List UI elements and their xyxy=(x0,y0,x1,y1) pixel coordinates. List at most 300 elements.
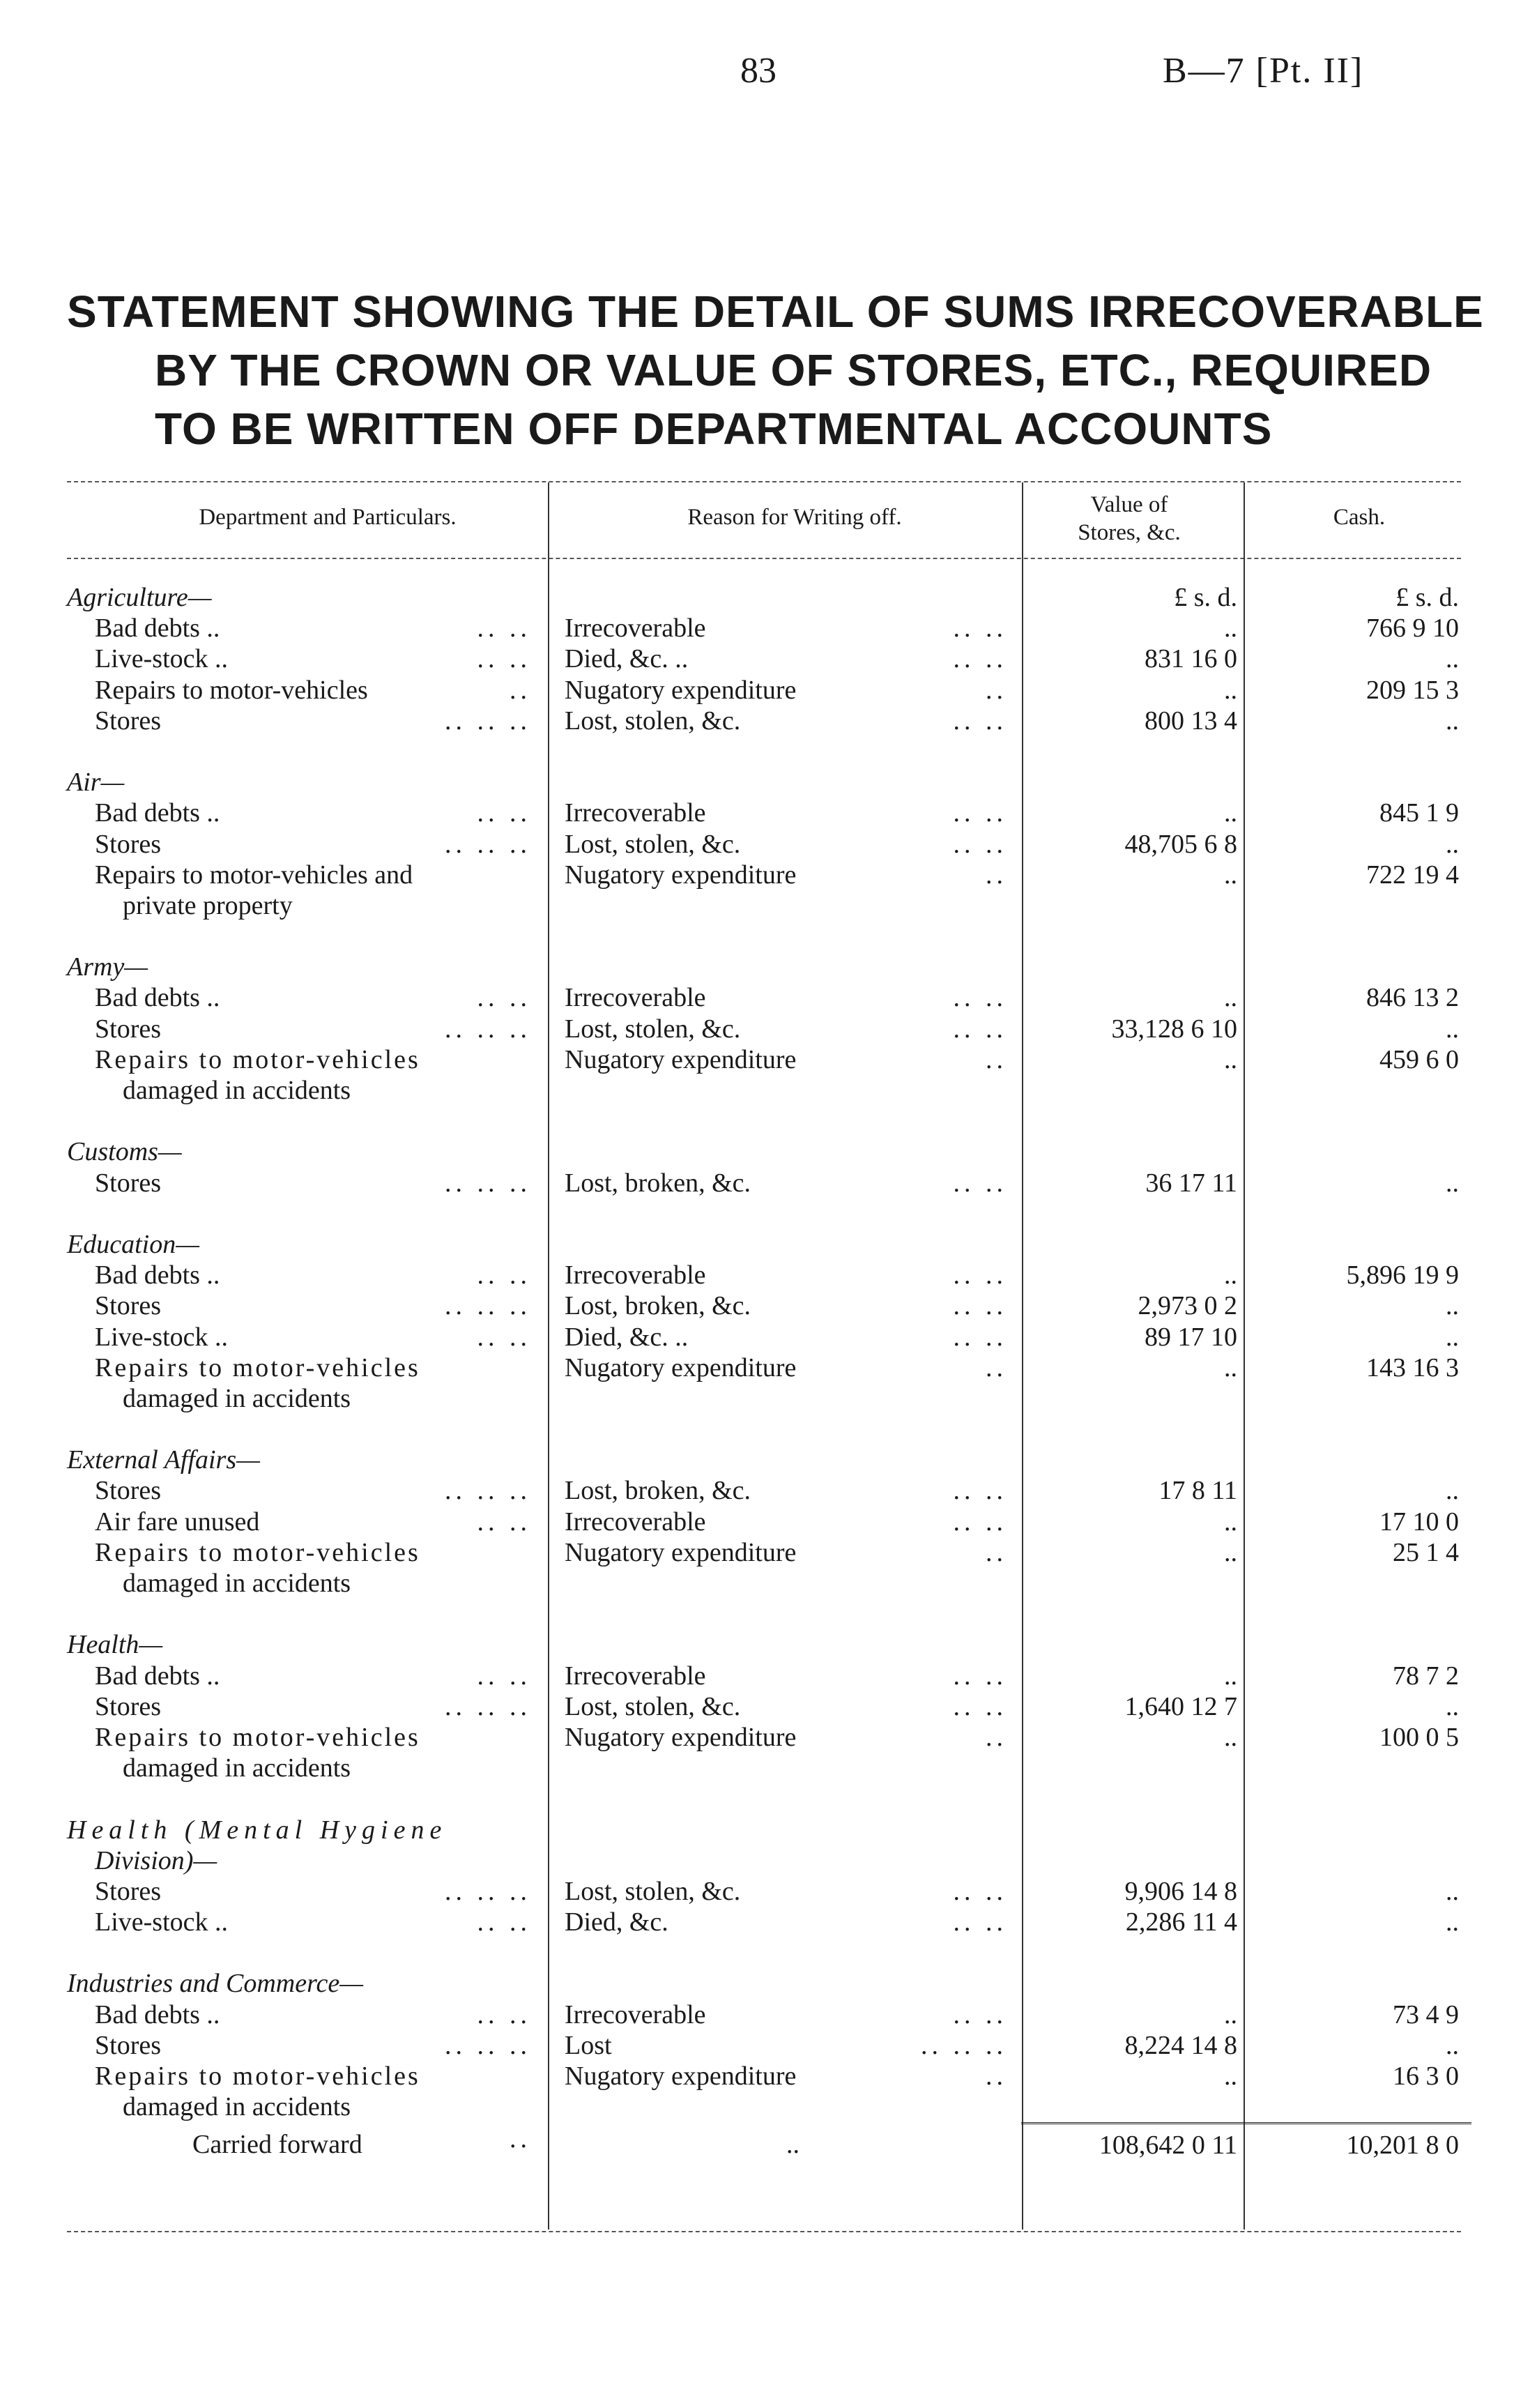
header-bottom-rule xyxy=(67,558,1461,559)
carried-forward-row xyxy=(67,2124,1471,2161)
cash-value-cell xyxy=(1250,890,1471,921)
cash-value-cell xyxy=(1250,1475,1471,1506)
cash-value: .. xyxy=(1446,1168,1459,1198)
total-label-cell xyxy=(67,2124,548,2161)
reason-cell xyxy=(548,982,1021,1013)
reason-cell xyxy=(548,1507,1021,1537)
reason-text: Lost, stolen, &c. xyxy=(565,1691,741,1721)
total-reason-cell xyxy=(548,2124,1021,2161)
leader-dots: .. .. .. xyxy=(445,1476,531,1506)
particulars-cell xyxy=(67,1937,548,1968)
title-line-2: BY THE CROWN OR VALUE OF STORES, ETC., REQUIRED xyxy=(155,345,1432,395)
reason-text: Irrecoverable xyxy=(565,1507,706,1537)
stores-value: 36 17 11 xyxy=(1145,1168,1237,1198)
leader-dots: .. .. .. xyxy=(445,2030,531,2060)
stores-value-cell xyxy=(1021,767,1250,798)
cash-value-cell xyxy=(1250,860,1471,890)
leader-dots: .. .. xyxy=(953,1476,1007,1506)
stores-value-cell xyxy=(1021,1629,1250,1660)
particular-continuation: damaged in accidents xyxy=(123,1753,351,1783)
reason-cell xyxy=(548,1260,1021,1290)
stores-value: .. xyxy=(1224,1507,1237,1537)
particulars-cell xyxy=(67,2030,548,2061)
spacer-row xyxy=(67,1106,1471,1136)
particular-text: Repairs to motor-vehicles xyxy=(95,2062,420,2091)
leader-dots: .. xyxy=(986,2062,1007,2091)
cash-value-cell xyxy=(1250,1968,1471,1999)
stores-value-cell xyxy=(1021,1568,1250,1599)
cash-value-cell xyxy=(1250,1106,1471,1136)
stores-value-cell xyxy=(1021,890,1250,921)
cash-value-cell xyxy=(1250,1507,1471,1537)
column-header-cash: Cash. xyxy=(1333,505,1386,530)
leader-dots: .. .. xyxy=(477,1661,531,1691)
cash-value-cell xyxy=(1250,952,1471,982)
particulars-cell xyxy=(67,1383,548,1414)
reason-text: Nugatory expenditure xyxy=(565,2062,797,2091)
leader-dots: .. .. xyxy=(953,1260,1007,1290)
reason-cell xyxy=(548,1136,1021,1167)
stores-value-cell xyxy=(1021,829,1250,860)
reason-cell xyxy=(548,1907,1021,1937)
stores-value: .. xyxy=(1224,1352,1237,1382)
stores-value-cell xyxy=(1021,1537,1250,1568)
header-top-rule xyxy=(67,481,1461,482)
department-name: Army— xyxy=(67,952,148,982)
reason-cell xyxy=(548,1568,1021,1599)
total-stores-cell xyxy=(1021,2124,1250,2161)
cash-value-cell xyxy=(1250,2061,1471,2091)
particular-continuation: private property xyxy=(123,890,293,920)
table-row xyxy=(67,1507,1471,1537)
leader-dots: .. .. .. xyxy=(445,829,531,859)
department-row xyxy=(67,1968,1471,1999)
leader-dots: .. xyxy=(986,860,1007,890)
stores-value-cell xyxy=(1021,2091,1250,2124)
column-header-particulars: Department and Particulars. xyxy=(199,505,457,530)
leader-dots: .. .. xyxy=(953,1507,1007,1537)
reason-text: Irrecoverable xyxy=(565,1661,706,1691)
cash-value-cell xyxy=(1250,1445,1471,1475)
reason-cell xyxy=(548,1999,1021,2030)
stores-value-cell xyxy=(1021,1044,1250,1075)
spacer-row xyxy=(67,1414,1471,1445)
particular-text: Repairs to motor-vehicles xyxy=(95,1044,420,1074)
particular-text: Stores xyxy=(95,2030,161,2060)
leader-dots: .. .. xyxy=(477,1999,531,2029)
spacer-row xyxy=(67,1783,1471,1814)
department-name: Education— xyxy=(67,1229,199,1259)
reason-cell xyxy=(548,952,1021,982)
stores-value-cell xyxy=(1021,643,1250,674)
leader-dots: .. xyxy=(986,1044,1007,1074)
reason-text: Nugatory expenditure xyxy=(565,1044,797,1074)
page-reference: B—7 [Pt. II] xyxy=(1163,51,1364,91)
cash-value-cell xyxy=(1250,1815,1471,1845)
cash-value-cell xyxy=(1250,643,1471,674)
cash-value: 73 4 9 xyxy=(1393,1999,1459,2029)
particular-continuation: damaged in accidents xyxy=(123,2092,351,2122)
stores-value-cell xyxy=(1021,860,1250,890)
stores-value-cell xyxy=(1021,2030,1250,2061)
leader-dots: .. .. xyxy=(953,1907,1007,1937)
leader-dots: .. .. xyxy=(477,983,531,1013)
stores-value: .. xyxy=(1224,1999,1237,2029)
stores-value: 48,705 6 8 xyxy=(1124,829,1237,859)
particulars-cell xyxy=(67,2091,548,2124)
particular-text: Live-stock .. xyxy=(95,644,229,674)
particulars-cell xyxy=(67,1568,548,1599)
cash-value: .. xyxy=(1446,829,1459,859)
department-name: Health— xyxy=(67,1630,163,1660)
department-row xyxy=(67,1136,1471,1167)
table-row xyxy=(67,1907,1471,1937)
table-row xyxy=(67,1876,1471,1907)
leader-dots: .. .. xyxy=(953,1999,1007,2029)
cash-value-cell xyxy=(1250,1783,1471,1814)
stores-value: 2,286 11 4 xyxy=(1125,1907,1237,1937)
table-row xyxy=(67,1352,1471,1383)
reason-cell xyxy=(548,1352,1021,1383)
stores-value-cell xyxy=(1021,1198,1250,1229)
stores-value-cell xyxy=(1021,582,1250,613)
stores-value-cell xyxy=(1021,921,1250,952)
leader-dots: .. xyxy=(986,1722,1007,1752)
reason-cell xyxy=(548,1815,1021,1845)
cash-value-cell xyxy=(1250,1537,1471,1568)
stores-value: 800 13 4 xyxy=(1145,706,1237,736)
reason-cell xyxy=(548,2091,1021,2124)
cash-value: .. xyxy=(1446,1691,1459,1721)
particular-text: Stores xyxy=(95,1876,161,1906)
reason-cell xyxy=(548,2030,1021,2061)
reason-cell xyxy=(548,1475,1021,1506)
cash-value: .. xyxy=(1446,706,1459,736)
leader-dots: .. .. xyxy=(953,1014,1007,1044)
stores-value-cell xyxy=(1021,1845,1250,1876)
stores-value-cell xyxy=(1021,2061,1250,2091)
reason-cell xyxy=(548,736,1021,767)
reason-text: Nugatory expenditure xyxy=(565,1537,797,1567)
cash-value-cell xyxy=(1250,921,1471,952)
total-reason: .. xyxy=(786,2129,800,2159)
particular-text: Stores xyxy=(95,829,161,859)
cash-value-cell xyxy=(1250,2030,1471,2061)
stores-value: .. xyxy=(1224,798,1237,828)
particular-continuation: damaged in accidents xyxy=(123,1569,351,1598)
table-row xyxy=(67,1075,1471,1106)
cash-value: .. xyxy=(1446,1476,1459,1506)
cash-value-cell xyxy=(1250,1044,1471,1075)
reason-cell xyxy=(548,1937,1021,1968)
cash-value-cell xyxy=(1250,736,1471,767)
spacer-row xyxy=(67,1198,1471,1229)
reason-cell xyxy=(548,1753,1021,1783)
particulars-cell xyxy=(67,1999,548,2030)
stores-value: .. xyxy=(1224,1722,1237,1752)
cash-value: 16 3 0 xyxy=(1393,2062,1459,2091)
reason-cell xyxy=(548,1014,1021,1044)
leader-dots: .. xyxy=(986,1537,1007,1567)
table-row xyxy=(67,829,1471,860)
particulars-cell xyxy=(67,1229,548,1260)
particulars-cell xyxy=(67,1322,548,1352)
reason-cell xyxy=(548,1106,1021,1136)
particular-continuation: damaged in accidents xyxy=(123,1383,351,1413)
page-number: 83 xyxy=(740,51,777,91)
stores-value: 89 17 10 xyxy=(1145,1322,1237,1352)
stores-value-cell xyxy=(1021,1999,1250,2030)
leader-dots: .. xyxy=(510,2124,531,2154)
cash-value: 209 15 3 xyxy=(1366,675,1459,705)
reason-cell xyxy=(548,582,1021,613)
stores-header-line-2: Stores, &c. xyxy=(1078,520,1181,545)
stores-value-cell xyxy=(1021,952,1250,982)
stores-value-cell xyxy=(1021,1383,1250,1414)
cash-value-cell xyxy=(1250,767,1471,798)
leader-dots: .. .. xyxy=(477,1322,531,1352)
reason-cell xyxy=(548,1229,1021,1260)
reason-cell xyxy=(548,643,1021,674)
particulars-cell xyxy=(67,706,548,736)
reason-text: Lost, broken, &c. xyxy=(565,1168,751,1198)
particular-text: Stores xyxy=(95,1691,161,1721)
cash-value-cell xyxy=(1250,1937,1471,1968)
department-name: Agriculture— xyxy=(67,583,212,612)
cash-value-cell xyxy=(1250,1568,1471,1599)
reason-text: Nugatory expenditure xyxy=(565,860,797,890)
stores-value-cell xyxy=(1021,1907,1250,1937)
stores-value-cell xyxy=(1021,736,1250,767)
stores-value-cell xyxy=(1021,613,1250,643)
particulars-cell xyxy=(67,1753,548,1783)
column-header-reason: Reason for Writing off. xyxy=(687,505,902,530)
particulars-cell xyxy=(67,1352,548,1383)
reason-text: Irrecoverable xyxy=(565,1999,706,2029)
reason-text: Lost, stolen, &c. xyxy=(565,706,741,736)
particulars-cell xyxy=(67,1968,548,1999)
table-row xyxy=(67,1475,1471,1506)
title-line-1: STATEMENT SHOWING THE DETAIL OF SUMS IRRECOVERABLE xyxy=(67,287,1484,337)
particulars-cell xyxy=(67,1075,548,1106)
reason-text: Died, &c. .. xyxy=(565,644,689,674)
table-row xyxy=(67,2091,1471,2124)
total-cash-value: 10,201 8 0 xyxy=(1346,2131,1459,2161)
particulars-cell xyxy=(67,890,548,921)
reason-cell xyxy=(548,1876,1021,1907)
stores-value-cell xyxy=(1021,1352,1250,1383)
leader-dots: .. .. xyxy=(477,1507,531,1537)
table-row xyxy=(67,1168,1471,1198)
table-row xyxy=(67,1537,1471,1568)
cash-value: 100 0 5 xyxy=(1379,1722,1459,1752)
cash-value-cell xyxy=(1250,1168,1471,1198)
stores-value-cell xyxy=(1021,1783,1250,1814)
department-row xyxy=(67,767,1471,798)
particulars-cell xyxy=(67,736,548,767)
stores-value-cell xyxy=(1021,1290,1250,1321)
stores-value-cell xyxy=(1021,1691,1250,1722)
stores-value-cell xyxy=(1021,706,1250,736)
table-row xyxy=(67,2030,1471,2061)
reason-cell xyxy=(548,1075,1021,1106)
reason-cell xyxy=(548,1691,1021,1722)
cash-value: .. xyxy=(1446,1291,1459,1321)
stores-value-cell xyxy=(1021,675,1250,706)
department-name: External Affairs— xyxy=(67,1445,260,1475)
particulars-cell xyxy=(67,860,548,890)
leader-dots: .. xyxy=(986,1352,1007,1382)
table-row xyxy=(67,1568,1471,1599)
reason-text: Died, &c. .. xyxy=(565,1322,689,1352)
cash-value-cell xyxy=(1250,706,1471,736)
cash-value: 25 1 4 xyxy=(1393,1537,1459,1567)
reason-cell xyxy=(548,706,1021,736)
table-row xyxy=(67,1661,1471,1691)
table-row xyxy=(67,2061,1471,2091)
department-name: Division)— xyxy=(95,1845,217,1875)
cash-value-cell xyxy=(1250,675,1471,706)
department-name: Customs— xyxy=(67,1137,182,1167)
stores-value-cell xyxy=(1021,1075,1250,1106)
department-name: Air— xyxy=(67,768,125,798)
cash-value-cell xyxy=(1250,582,1471,613)
particular-text: Bad debts .. xyxy=(95,1661,220,1691)
reason-text: Lost, stolen, &c. xyxy=(565,1876,741,1906)
table-row xyxy=(67,982,1471,1013)
leader-dots: .. .. xyxy=(953,1691,1007,1721)
particulars-cell xyxy=(67,1691,548,1722)
stores-value-cell xyxy=(1021,1136,1250,1167)
stores-value: .. xyxy=(1224,1537,1237,1567)
spacer-row xyxy=(67,736,1471,767)
reason-text: Nugatory expenditure xyxy=(565,1722,797,1752)
particulars-cell xyxy=(67,1445,548,1475)
cash-value: .. xyxy=(1446,1907,1459,1937)
cash-value: 5,896 19 9 xyxy=(1346,1260,1459,1290)
leader-dots: .. .. .. xyxy=(445,1291,531,1321)
particulars-cell xyxy=(67,1599,548,1629)
particulars-cell xyxy=(67,1537,548,1568)
reason-cell xyxy=(548,1414,1021,1445)
leader-dots: .. .. xyxy=(953,706,1007,736)
statement-title xyxy=(67,282,1484,458)
particulars-cell xyxy=(67,1014,548,1044)
particulars-cell xyxy=(67,921,548,952)
cash-value: 845 1 9 xyxy=(1379,798,1459,828)
reason-text: Lost, stolen, &c. xyxy=(565,1014,741,1044)
cash-value-cell xyxy=(1250,1876,1471,1907)
particular-text: Stores xyxy=(95,706,161,736)
particulars-cell xyxy=(67,643,548,674)
table-row xyxy=(67,706,1471,736)
department-row xyxy=(67,1815,1471,1845)
reason-cell xyxy=(548,1845,1021,1876)
table-row xyxy=(67,1290,1471,1321)
particulars-cell xyxy=(67,1876,548,1907)
particular-text: Bad debts .. xyxy=(95,1260,220,1290)
cash-value: 78 7 2 xyxy=(1393,1661,1459,1691)
table-row xyxy=(67,675,1471,706)
particular-text: Stores xyxy=(95,1476,161,1506)
particulars-cell xyxy=(67,1290,548,1321)
cash-value-cell xyxy=(1250,1629,1471,1660)
leader-dots: .. .. .. xyxy=(445,706,531,736)
spacer-row xyxy=(67,1937,1471,1968)
reason-text: Lost xyxy=(565,2030,612,2060)
table-row xyxy=(67,1691,1471,1722)
particular-text: Bad debts .. xyxy=(95,614,220,643)
stores-value-cell xyxy=(1021,1414,1250,1445)
particulars-cell xyxy=(67,1815,548,1845)
reason-cell xyxy=(548,1322,1021,1352)
cash-value-cell xyxy=(1250,613,1471,643)
table-row xyxy=(67,613,1471,643)
stores-value: .. xyxy=(1224,1260,1237,1290)
leader-dots: .. .. xyxy=(953,1876,1007,1906)
reason-cell xyxy=(548,860,1021,890)
stores-value: .. xyxy=(1224,614,1237,643)
particular-text: Repairs to motor-vehicles xyxy=(95,1722,420,1752)
particular-text: Bad debts .. xyxy=(95,983,220,1013)
cash-value: 766 9 10 xyxy=(1366,614,1459,643)
leader-dots: .. .. .. xyxy=(921,2030,1007,2060)
cash-value-cell xyxy=(1250,982,1471,1013)
cash-value: .. xyxy=(1446,1014,1459,1044)
particular-text: Bad debts .. xyxy=(95,1999,220,2029)
leader-dots: .. .. xyxy=(953,829,1007,859)
particulars-cell xyxy=(67,1198,548,1229)
table-row xyxy=(67,1322,1471,1352)
table-row xyxy=(67,1383,1471,1414)
reason-cell xyxy=(548,1599,1021,1629)
cash-value: .. xyxy=(1446,1876,1459,1906)
particulars-cell xyxy=(67,767,548,798)
particulars-cell xyxy=(67,1661,548,1691)
spacer-row xyxy=(67,1599,1471,1629)
cash-value-cell xyxy=(1250,1229,1471,1260)
total-label: Carried forward xyxy=(192,2129,362,2159)
particulars-cell xyxy=(67,1168,548,1198)
cash-value-cell xyxy=(1250,1290,1471,1321)
stores-header-line-1: Value of xyxy=(1090,492,1168,517)
cash-value-cell xyxy=(1250,1414,1471,1445)
spacer-row xyxy=(67,921,1471,952)
column-header-stores xyxy=(1025,491,1234,547)
reason-cell xyxy=(548,767,1021,798)
cash-value-cell xyxy=(1250,1845,1471,1876)
particulars-cell xyxy=(67,982,548,1013)
department-row xyxy=(67,1845,1471,1876)
reason-cell xyxy=(548,829,1021,860)
cash-value-cell xyxy=(1250,1136,1471,1167)
leader-dots: .. .. xyxy=(477,1260,531,1290)
particulars-cell xyxy=(67,1629,548,1660)
leader-dots: .. .. xyxy=(477,1907,531,1937)
leader-dots: .. .. xyxy=(953,1168,1007,1198)
leader-dots: .. .. xyxy=(477,614,531,643)
stores-value-cell xyxy=(1021,1445,1250,1475)
cash-value-cell xyxy=(1250,1014,1471,1044)
cash-value-cell xyxy=(1250,829,1471,860)
stores-value: 2,973 0 2 xyxy=(1138,1291,1237,1321)
cash-value: 143 16 3 xyxy=(1366,1352,1459,1382)
cash-value: 722 19 4 xyxy=(1366,860,1459,890)
particular-text: Stores xyxy=(95,1014,161,1044)
leader-dots: .. .. .. xyxy=(445,1014,531,1044)
cash-value-cell xyxy=(1250,1198,1471,1229)
department-row xyxy=(67,1629,1471,1660)
